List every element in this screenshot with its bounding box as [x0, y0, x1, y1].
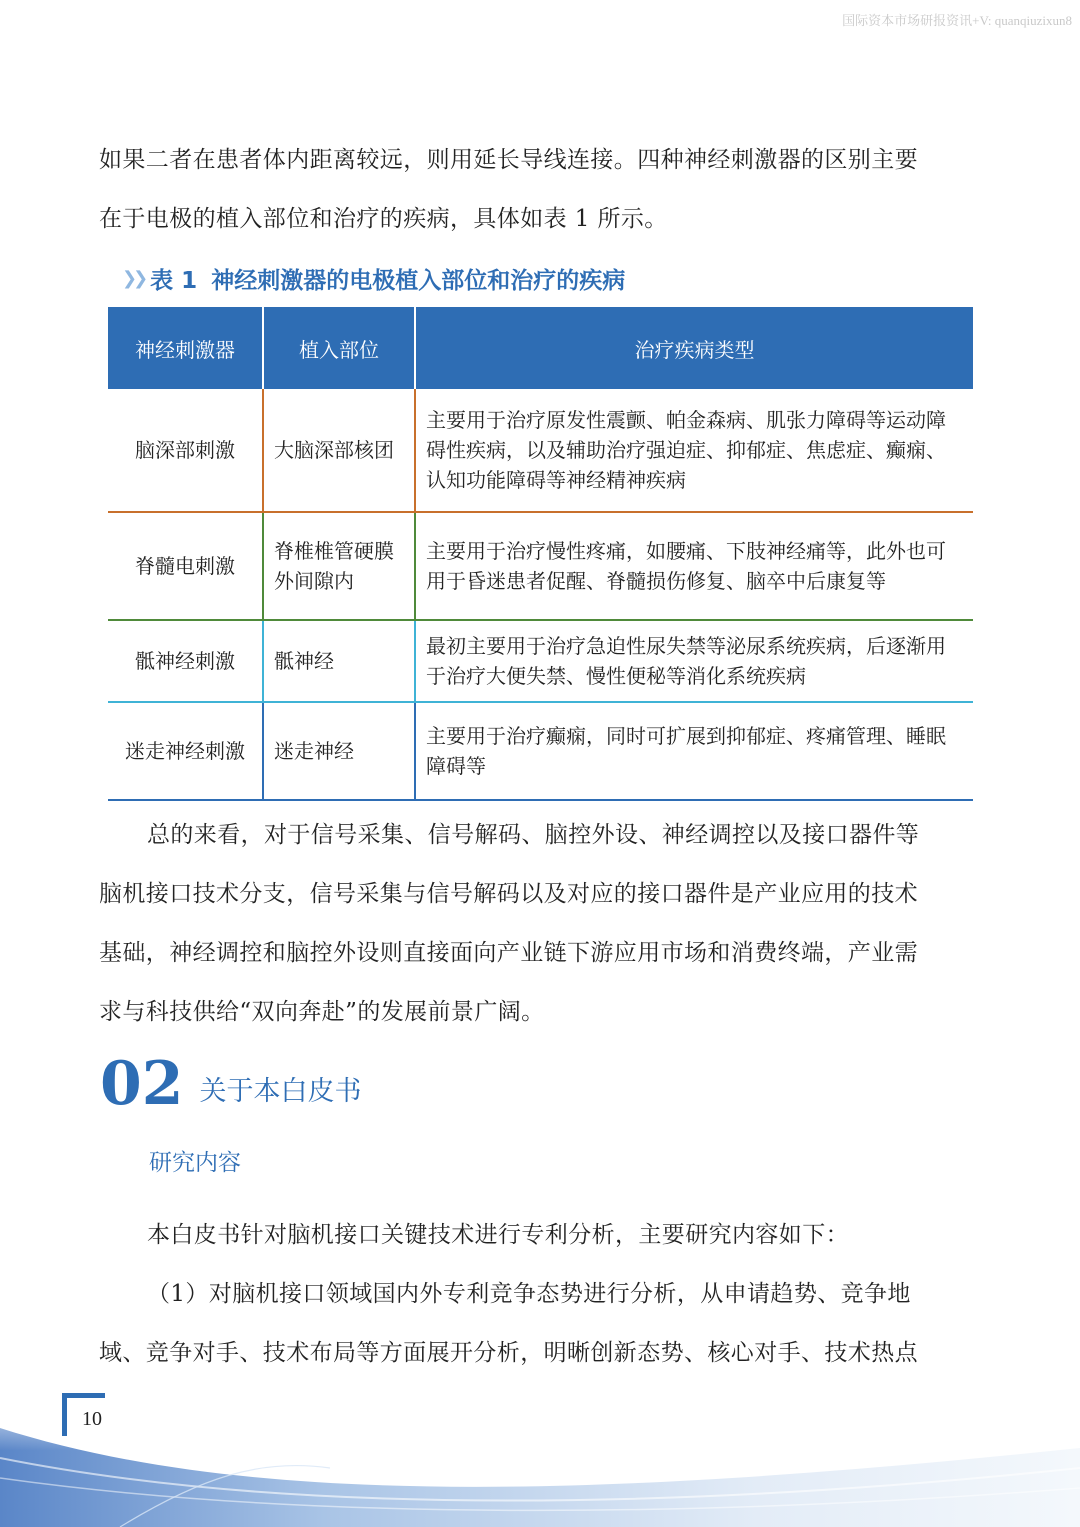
page-number: 10	[82, 1408, 102, 1430]
research-line-3: 域、竞争对手、技术布局等方面展开分析，明晰创新态势、核心对手、技术热点	[99, 1340, 918, 1366]
table-row	[108, 702, 973, 800]
header-device: 神经刺激器	[108, 307, 263, 389]
intro-line-2: 在于电极的植入部位和治疗的疾病，具体如表 1 所示。	[99, 206, 668, 232]
cell-site: 大脑深部核团	[263, 389, 415, 512]
summary-line-4: 求与科技供给“双向奔赴”的发展前景广阔。	[99, 999, 545, 1025]
section-title: 关于本白皮书	[199, 1076, 362, 1107]
section-number: 02	[100, 1049, 184, 1119]
footer-decoration	[0, 1388, 1080, 1527]
summary-line-2: 脑机接口技术分支，信号采集与信号解码以及对应的接口器件是产业应用的技术	[99, 881, 918, 907]
cell-device: 骶神经刺激	[108, 620, 263, 702]
table-header-row	[108, 307, 973, 389]
research-line-2: （1）对脑机接口领域国内外专利竞争态势进行分析，从申请趋势、竞争地	[147, 1281, 911, 1307]
intro-paragraph	[99, 131, 983, 249]
cell-site: 骶神经	[263, 620, 415, 702]
cell-device: 脑深部刺激	[108, 389, 263, 512]
research-line-1: 本白皮书针对脑机接口关键技术进行专利分析，主要研究内容如下：	[147, 1222, 849, 1248]
research-paragraph	[99, 1206, 983, 1383]
cell-site: 迷走神经	[263, 702, 415, 800]
intro-line-1: 如果二者在患者体内距离较远，则用延长导线连接。四种神经刺激器的区别主要	[99, 147, 918, 173]
cell-site: 脊椎椎管硬膜外间隙内	[263, 512, 415, 620]
table-caption-label: 表 1	[150, 268, 198, 294]
header-disease: 治疗疾病类型	[415, 307, 973, 389]
cell-disease: 最初主要用于治疗急迫性尿失禁等泌尿系统疾病，后逐渐用于治疗大便失禁、慢性便秘等消化系统疾病	[415, 620, 973, 702]
double-chevron-icon: ❯❯	[122, 268, 145, 289]
summary-line-1: 总的来看，对于信号采集、信号解码、脑控外设、神经调控以及接口器件等	[147, 822, 920, 848]
table-row	[108, 620, 973, 702]
header-site: 植入部位	[263, 307, 415, 389]
subheading: 研究内容	[149, 1150, 241, 1176]
section-heading	[100, 1049, 362, 1119]
table-caption	[122, 262, 625, 295]
cell-disease: 主要用于治疗慢性疼痛，如腰痛、下肢神经痛等，此外也可用于昏迷患者促醒、脊髓损伤修复、脑卒中后康复等	[415, 512, 973, 620]
table-row	[108, 389, 973, 512]
cell-device: 脊髓电刺激	[108, 512, 263, 620]
summary-line-3: 基础，神经调控和脑控外设则直接面向产业链下游应用市场和消费终端，产业需	[99, 940, 918, 966]
table-caption-title: 神经刺激器的电极植入部位和治疗的疾病	[211, 268, 626, 294]
cell-device: 迷走神经刺激	[108, 702, 263, 800]
table-row	[108, 512, 973, 620]
summary-paragraph	[99, 806, 983, 1042]
neurostimulator-table	[108, 307, 973, 801]
cell-disease: 主要用于治疗原发性震颤、帕金森病、肌张力障碍等运动障碍性疾病，以及辅助治疗强迫症、抑郁症、焦虑症、癫痫、认知功能障碍等神经精神疾病	[415, 389, 973, 512]
cell-disease: 主要用于治疗癫痫，同时可扩展到抑郁症、疼痛管理、睡眠障碍等	[415, 702, 973, 800]
watermark: 国际资本市场研报资讯+V: quanqiuzixun8	[842, 13, 1072, 28]
